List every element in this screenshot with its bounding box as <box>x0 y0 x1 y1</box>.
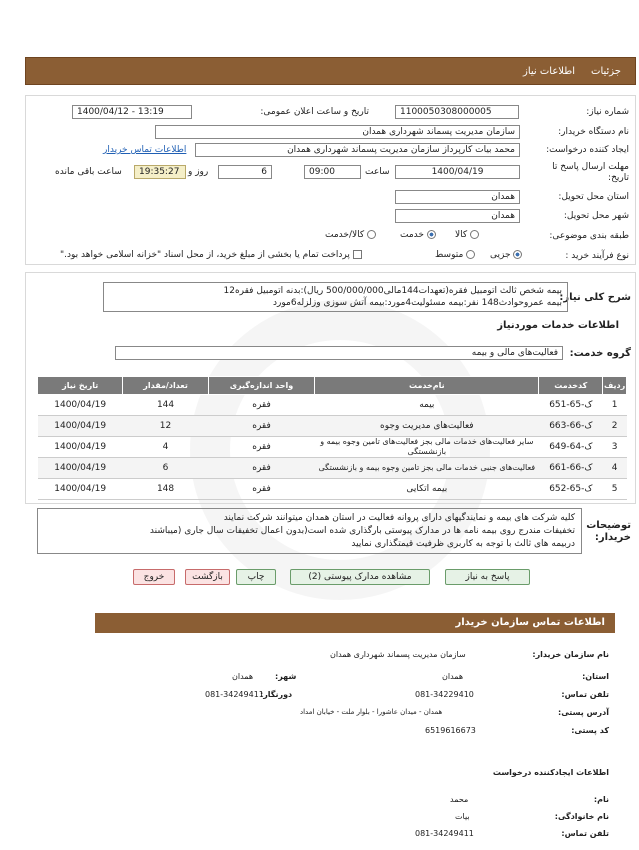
reply-button[interactable]: پاسخ به نیاز <box>445 569 530 585</box>
row-unit: فقره <box>208 395 315 416</box>
row-qty: 144 <box>123 395 208 416</box>
radio-icon <box>466 250 475 259</box>
need-info-tab[interactable]: اطلاعات نیاز <box>523 66 575 77</box>
contact-phone-value: 081-34229410 <box>415 690 474 699</box>
radio-icon <box>470 230 479 239</box>
row-qty: 12 <box>123 416 208 437</box>
col-header-unit: واحد اندازه‌گیری <box>208 377 315 395</box>
row-code: ک-66-663 <box>539 416 603 437</box>
col-header-name: نام‌خدمت <box>315 377 539 395</box>
need-number-label: شماره نیاز: <box>586 107 629 117</box>
process-label: نوع فرآیند خرید : <box>565 251 629 261</box>
table-row <box>38 458 627 479</box>
row-date: 1400/04/19 <box>38 479 123 500</box>
row-name: فعالیت‌های جنبی خدمات مالی بجز تامین وجوه بیمه و بازنشستگی <box>315 458 539 479</box>
view-docs-button[interactable]: مشاهده مدارک پیوستی (2) <box>290 569 430 585</box>
buyer-contact-link[interactable]: اطلاعات تماس خریدار <box>103 145 187 155</box>
requester-name-value: محمد <box>450 795 469 804</box>
table-row <box>38 437 627 458</box>
table-row <box>38 395 627 416</box>
category-option-goods[interactable]: کالا <box>455 230 479 240</box>
description-box <box>103 282 568 312</box>
description-line-2: بیمه عمروحوادث148 نفر:بیمه مسئولیت4مورد:بیمه آتش سوزی وزلزله6مورد <box>273 298 562 308</box>
row-code: ک-65-651 <box>539 395 603 416</box>
row-code: ک-65-652 <box>539 479 603 500</box>
details-tab[interactable]: جزئیات <box>591 66 621 77</box>
row-index: 4 <box>603 458 627 479</box>
col-header-date: تاریخ نیاز <box>38 377 123 395</box>
contact-address-value: همدان - میدان عاشورا - بلوار ملت - خیابان امداد <box>300 708 443 716</box>
row-code: ک-64-649 <box>539 437 603 458</box>
requester-name-label: نام: <box>593 795 609 804</box>
creator-field: محمد بیات کارپرداز سازمان مدیریت پسماند شهرداری همدان <box>195 143 520 157</box>
contact-postal-label: کد پستی: <box>571 726 609 735</box>
requester-family-value: بیات <box>455 812 470 821</box>
row-unit: فقره <box>208 458 315 479</box>
services-table <box>37 376 627 500</box>
top-header-bar <box>25 57 636 85</box>
requester-section-title: اطلاعات ایجادکننده درخواست <box>492 768 609 777</box>
row-unit: فقره <box>208 416 315 437</box>
contact-phone-label: تلفن تماس: <box>561 690 609 699</box>
service-group-field: فعالیت‌های مالی و بیمه <box>115 346 563 360</box>
deadline-time-field: 09:00 <box>304 165 361 179</box>
need-number-field: 1100050308000005 <box>395 105 519 119</box>
row-qty: 4 <box>123 437 208 458</box>
creator-label: ایجاد کننده درخواست: <box>546 145 629 155</box>
print-button[interactable]: چاپ <box>236 569 276 585</box>
row-unit: فقره <box>208 437 315 458</box>
category-option-both[interactable]: کالا/خدمت <box>325 230 376 240</box>
time-label: ساعت <box>365 167 390 177</box>
buyer-org-field: سازمان مدیریت پسماند شهرداری همدان <box>155 125 520 139</box>
city-label: شهر محل تحویل: <box>563 211 629 221</box>
contact-section-header <box>95 613 615 633</box>
contact-province-label: استان: <box>582 672 609 681</box>
radio-selected-icon <box>427 230 436 239</box>
announce-label: تاریخ و ساعت اعلان عمومی: <box>260 107 369 117</box>
description-line-1: بیمه شخص ثالث اتومبیل فقره(تعهدات144مالی500/000/000 ریال):بدنه اتومبیل فقره12 <box>223 286 562 296</box>
deadline-date-field: 1400/04/19 <box>395 165 520 179</box>
days-field: 6 <box>218 165 272 179</box>
radio-icon <box>367 230 376 239</box>
buyer-notes-box <box>37 508 582 554</box>
contact-province-value: همدان <box>442 672 464 681</box>
exit-button[interactable]: خروج <box>133 569 175 585</box>
buyer-org-label: نام دستگاه خریدار: <box>558 127 629 137</box>
remaining-label: ساعت باقی مانده <box>55 167 122 177</box>
buyer-notes-line-1: کلیه شرکت های بیمه و نمایندگیهای دارای پروانه فعالیت در استان همدان میتوانند شرکت نمایند <box>223 513 575 523</box>
table-row <box>38 479 627 500</box>
process-option-minor[interactable]: جزیی <box>490 250 522 260</box>
row-index: 5 <box>603 479 627 500</box>
col-header-index: ردیف <box>603 377 627 395</box>
requester-phone-value: 081-34249411 <box>415 829 474 838</box>
deadline-label: مهلت ارسال پاسخ تا تاریخ: <box>552 162 629 183</box>
description-label: شرح کلی نیاز: <box>559 292 631 303</box>
row-date: 1400/04/19 <box>38 458 123 479</box>
row-date: 1400/04/19 <box>38 395 123 416</box>
announce-field: 1400/04/12 - 13:19 <box>72 105 192 119</box>
contact-fax-label: دورنگار: <box>260 690 293 699</box>
province-field: همدان <box>395 190 520 204</box>
payment-note[interactable]: پرداخت تمام یا بخشی از مبلغ خرید، از محل اسناد "خزانه اسلامی خواهد بود." <box>60 250 362 260</box>
buyer-notes-label: توضیحات خریدار: <box>586 520 631 543</box>
remaining-time-field: 19:35:27 <box>134 165 186 179</box>
row-date: 1400/04/19 <box>38 437 123 458</box>
row-date: 1400/04/19 <box>38 416 123 437</box>
org-name-label: نام سازمان خریدار: <box>532 650 609 659</box>
row-name: بیمه <box>315 395 539 416</box>
row-index: 3 <box>603 437 627 458</box>
row-index: 1 <box>603 395 627 416</box>
services-section-title: اطلاعات خدمات موردنیاز <box>497 320 619 331</box>
col-header-code: کدخدمت <box>539 377 603 395</box>
process-option-medium[interactable]: متوسط <box>435 250 475 260</box>
row-name: سایر فعالیت‌های خدمات مالی بجز فعالیت‌های تامین وجوه بیمه و بازنشستگی <box>315 437 539 458</box>
contact-fax-value: 081-34249411 <box>205 690 264 699</box>
row-qty: 6 <box>123 458 208 479</box>
requester-phone-label: تلفن تماس: <box>561 829 609 838</box>
buyer-notes-line-2: تخفیفات مندرج روی بیمه نامه ها در مدارک پیوستی بارگذاری شده است(بدون اعمال تخفیفات سال جاری (میباشند <box>149 526 575 536</box>
contact-address-label: آدرس پستی: <box>558 708 609 717</box>
contact-section-title: اطلاعات تماس سازمان خریدار <box>455 617 605 628</box>
checkbox-icon <box>353 250 362 259</box>
row-unit: فقره <box>208 479 315 500</box>
city-field: همدان <box>395 209 520 223</box>
table-row <box>38 416 627 437</box>
days-label: روز و <box>188 167 209 177</box>
category-label: طبقه بندی موضوعی: <box>549 231 629 241</box>
row-qty: 148 <box>123 479 208 500</box>
org-name-value: سازمان مدیریت پسماند شهرداری همدان <box>330 650 466 659</box>
contact-city-value: همدان <box>232 672 254 681</box>
contact-postal-value: 6519616673 <box>425 726 476 735</box>
category-option-service[interactable]: خدمت <box>400 230 436 240</box>
row-index: 2 <box>603 416 627 437</box>
radio-selected-icon <box>513 250 522 259</box>
back-button[interactable]: بازگشت <box>185 569 230 585</box>
row-name: فعالیت‌های مدیریت وجوه <box>315 416 539 437</box>
province-label: استان محل تحویل: <box>558 192 629 202</box>
row-name: بیمه اتکایی <box>315 479 539 500</box>
table-header-row <box>38 377 627 395</box>
row-code: ک-66-661 <box>539 458 603 479</box>
col-header-qty: تعداد/مقدار <box>123 377 208 395</box>
requester-family-label: نام خانوادگی: <box>554 812 609 821</box>
buyer-notes-line-3: دربیمه های ثالث با توجه به کاربری ظرفیت قیمتگذاری نمایید <box>351 539 575 549</box>
contact-city-label: شهر: <box>275 672 297 681</box>
service-group-label: گروه خدمت: <box>569 348 631 359</box>
